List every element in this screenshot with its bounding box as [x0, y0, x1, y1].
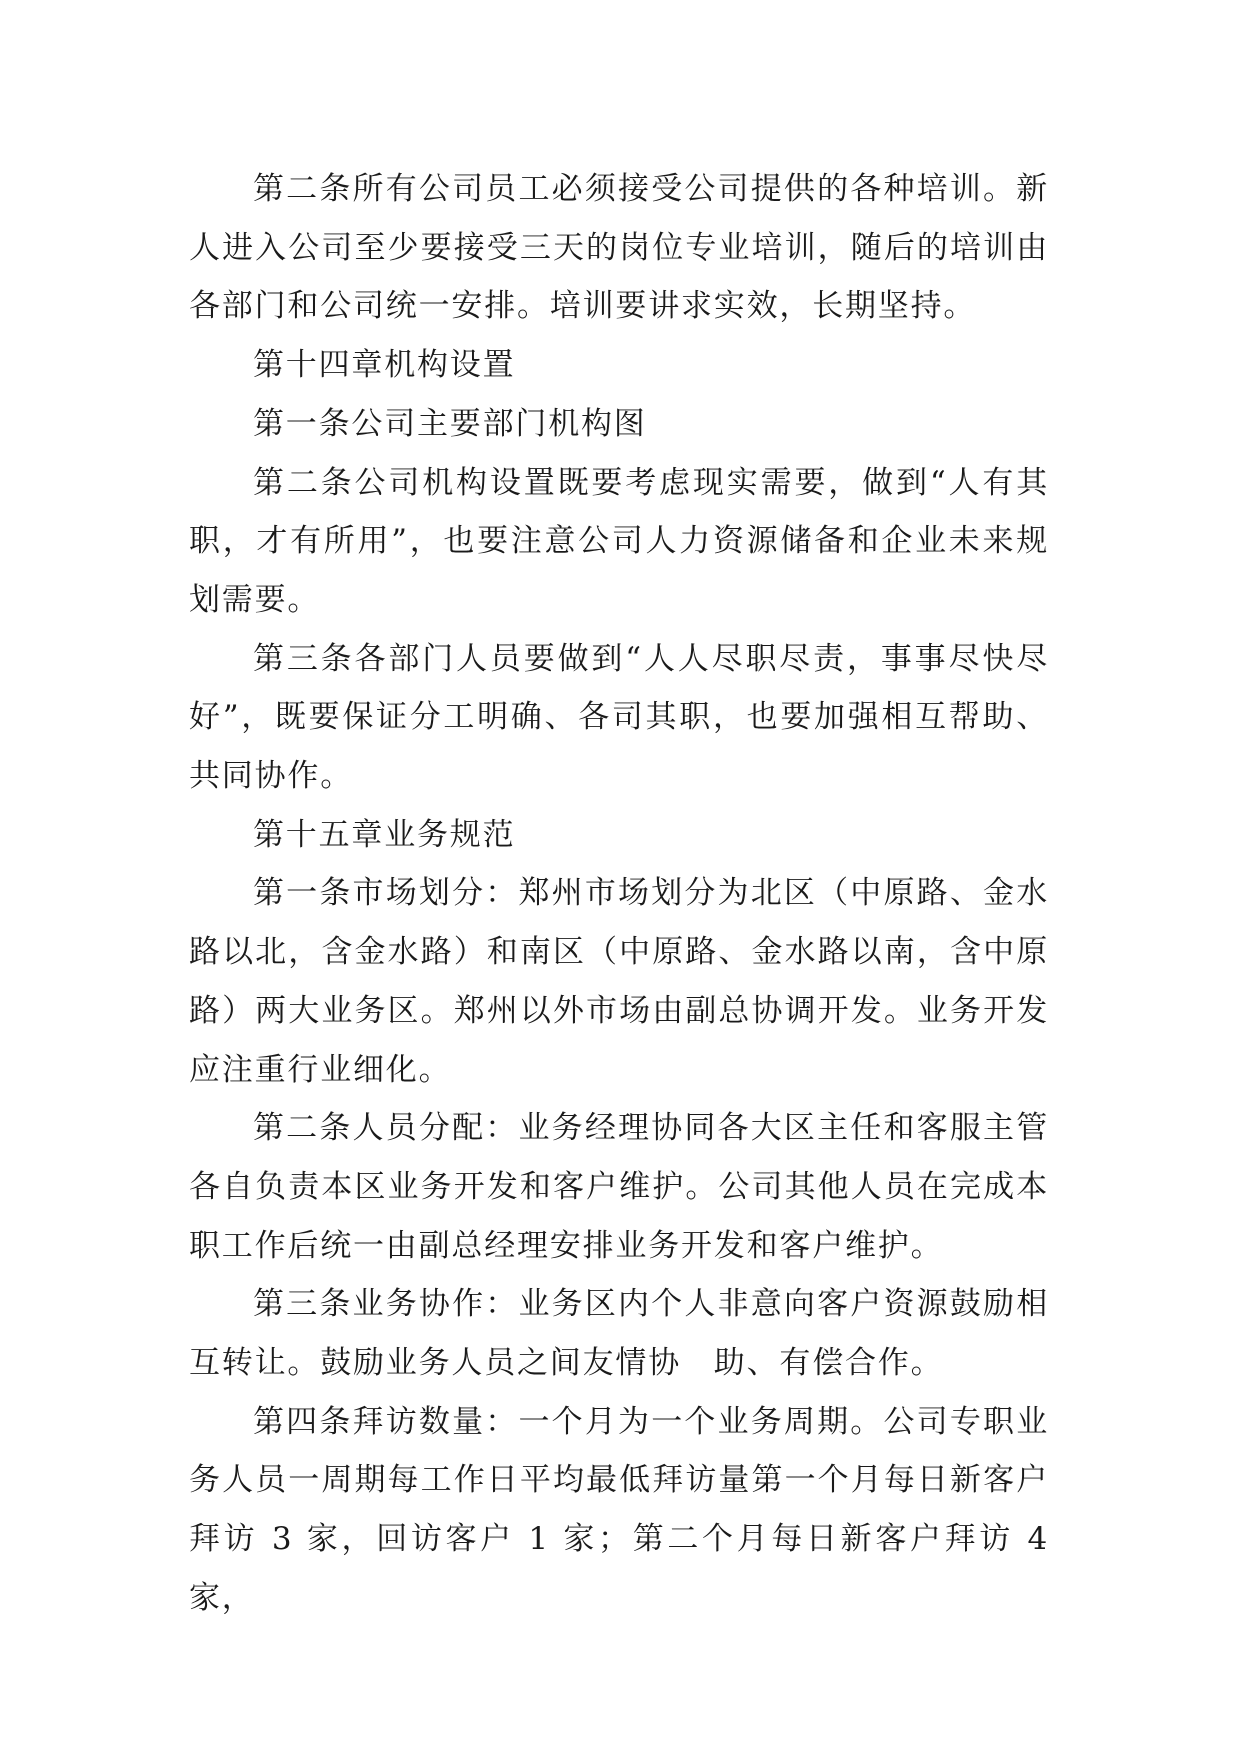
- paragraph-org-setup: 第二条公司机构设置既要考虑现实需要，做到“人有其职，才有所用”，也要注意公司人力资源储备和企业未来规划需要。: [189, 464, 1049, 618]
- paragraph-business-cooperation: 第三条业务协作：业务区内个人非意向客户资源鼓励相互转让。鼓励业务人员之间友情协 助、有偿合作。: [189, 1286, 1049, 1382]
- document-body: [189, 160, 1049, 1628]
- paragraph-visit-quantity: 第四条拜访数量：一个月为一个业务周期。公司专职业务人员一周期每工作日平均最低拜访量第一个月每日新客户拜访 3 家，回访客户 1 家；第二个月每日新客户拜访 4 家，: [189, 1403, 1049, 1616]
- paragraph-staff-allocation: 第二条人员分配：业务经理协同各大区主任和客服主管各自负责本区业务开发和客户维护。公司其他人员在完成本职工作后统一由副总经理安排业务开发和客户维护。: [189, 1110, 1049, 1264]
- paragraph-market-division: 第一条市场划分：郑州市场划分为北区（中原路、金水路以北，含金水路）和南区（中原路、金水路以南，含中原路）两大业务区。郑州以外市场由副总协调开发。业务开发应注重行业细化。: [189, 875, 1049, 1088]
- chapter-heading-14: 第十四章机构设置: [253, 347, 516, 384]
- paragraph-org-chart: 第一条公司主要部门机构图: [253, 405, 647, 442]
- paragraph-training: 第二条所有公司员工必须接受公司提供的各种培训。新人进入公司至少要接受三天的岗位专业培训，随后的培训由各部门和公司统一安排。培训要讲求实效，长期坚持。: [189, 171, 1049, 325]
- chapter-heading-15: 第十五章业务规范: [253, 816, 516, 853]
- paragraph-staff-duties: 第三条各部门人员要做到“人人尽职尽责，事事尽快尽好”，既要保证分工明确、各司其职，也要加强相互帮助、共同协作。: [189, 640, 1049, 795]
